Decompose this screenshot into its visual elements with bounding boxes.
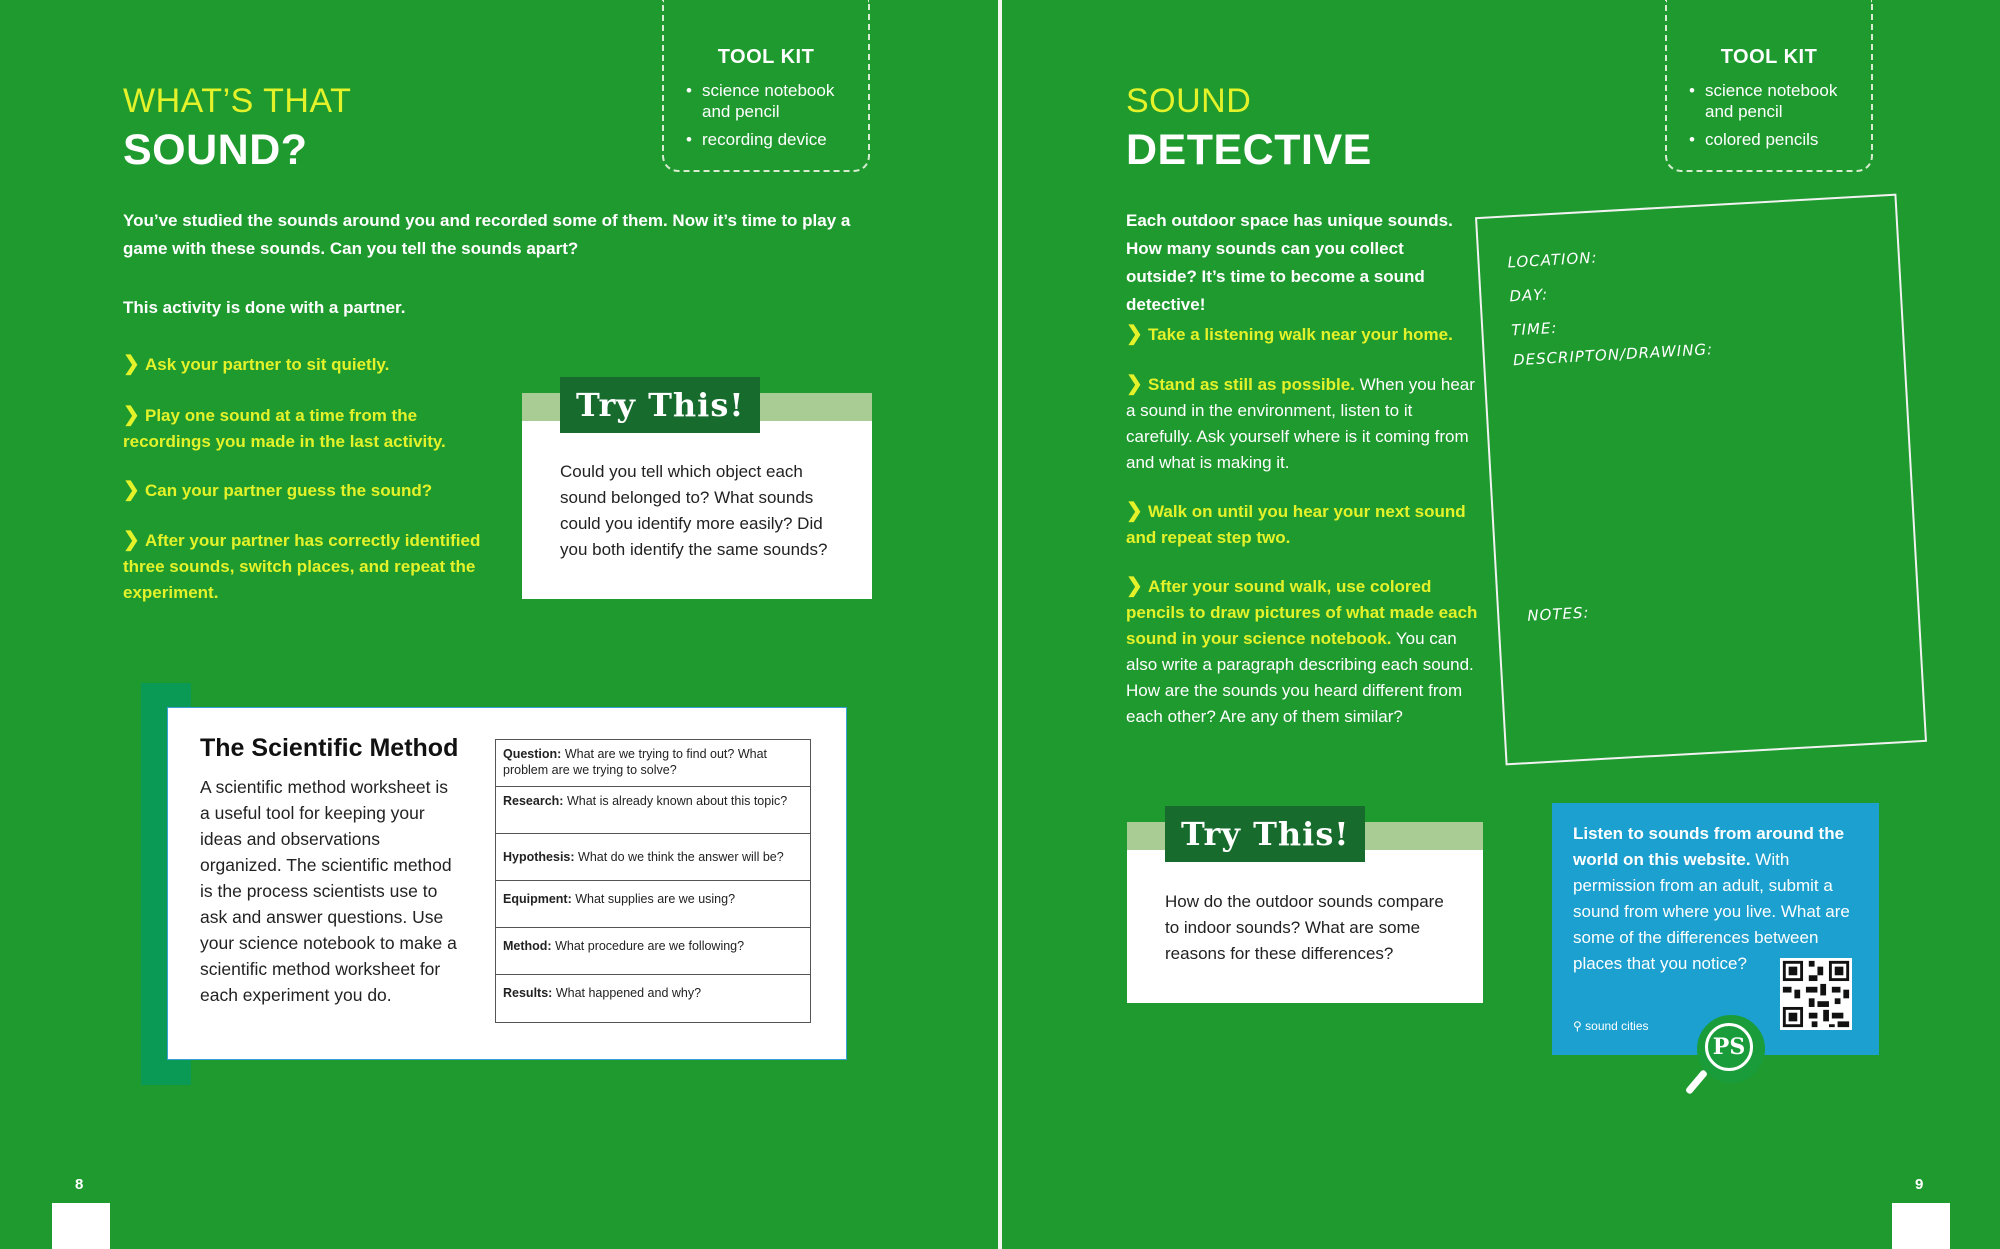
- chevron-right-icon: ❯: [123, 404, 140, 426]
- page-number-left: 8: [75, 1176, 84, 1193]
- worksheet-notes-label: NOTES:: [1526, 603, 1590, 625]
- left-step-1: ❯ Ask your partner to sit quietly.: [123, 353, 390, 375]
- right-toolkit: [1665, 0, 1873, 172]
- toolkit-title: TOOL KIT: [1720, 46, 1818, 68]
- sound-worksheet: [1475, 194, 1927, 766]
- ps-badge-icon: PS: [1697, 1015, 1765, 1083]
- chevron-right-icon: ❯: [123, 479, 140, 501]
- toolkit-item: • science notebook and pencil: [1689, 80, 1855, 122]
- chevron-right-icon: ❯: [123, 529, 140, 551]
- ps-text: Listen to sounds from around the world on this website. With permission from an adult, submit a sound from where you live. What are some of the differences between places that you notice?: [1573, 824, 1850, 973]
- left-step-2: ❯ Play one sound at a time from the recordings you made in the last activity.: [123, 404, 446, 451]
- worksheet-location-label: LOCATION:: [1507, 248, 1598, 272]
- right-step-1: ❯ Take a listening walk near your home.: [1126, 323, 1453, 345]
- toolkit-item: • recording device: [686, 129, 852, 150]
- left-intro: You’ve studied the sounds around you and recorded some of them. Now it’s time to play a game with these sounds. Can you tell the sounds apart?: [123, 211, 851, 258]
- scientific-method-card: [167, 707, 847, 1060]
- try-this-text: How do the outdoor sounds compare to indoor sounds? What are some reasons for these differences?: [1165, 892, 1444, 963]
- chevron-right-icon: ❯: [1126, 500, 1143, 522]
- table-row: Results: What happened and why?: [503, 986, 702, 1000]
- left-toolkit: [662, 0, 870, 172]
- right-try-this-box: [1127, 815, 1483, 1003]
- right-title-big: DETECTIVE: [1126, 126, 1372, 174]
- page-tab-right: [1892, 1203, 1950, 1249]
- worksheet-description-label: DESCRIPTON/DRAWING:: [1512, 340, 1714, 370]
- worksheet-time-label: TIME:: [1510, 318, 1558, 340]
- search-icon: ⚲: [1573, 1019, 1582, 1033]
- left-title-small: WHAT’S THAT: [123, 82, 352, 120]
- right-step-2: ❯ Stand as still as possible. When you hear a sound in the environment, listen to it carefully. Ask yourself where is it coming from and what is making it.: [1126, 373, 1475, 472]
- qr-code-icon[interactable]: [1780, 958, 1852, 1030]
- chevron-right-icon: ❯: [1126, 373, 1143, 395]
- try-this-label: Try This!: [560, 377, 760, 433]
- scientific-method-body: A scientific method worksheet is a useful tool for keeping your ideas and observations organized. The scientific method is the process scientists use to ask and answer questions. Use your science notebook to make a scientific method worksheet for each experiment you do.: [200, 777, 457, 1005]
- toolkit-item: • science notebook and pencil: [686, 80, 852, 122]
- left-step-4: ❯ After your partner has correctly identified three sounds, switch places, and repeat the experiment.: [123, 529, 481, 602]
- partner-note: This activity is done with a partner.: [123, 298, 406, 317]
- toolkit-title: TOOL KIT: [717, 46, 815, 68]
- table-row: Hypothesis: What do we think the answer will be?: [496, 834, 810, 881]
- chevron-right-icon: ❯: [123, 353, 140, 375]
- try-this-label: Try This!: [1165, 806, 1365, 862]
- left-title-big: SOUND?: [123, 126, 308, 174]
- table-row: Method: What procedure are we following?: [496, 928, 810, 975]
- worksheet-day-label: DAY:: [1508, 285, 1549, 306]
- ps-search-term[interactable]: ⚲ sound cities: [1573, 1019, 1649, 1033]
- try-this-text: Could you tell which object each sound belonged to? What sounds could you identify more easily? Did you both identify the same sounds?: [560, 462, 828, 559]
- scientific-method-table: [495, 739, 811, 1023]
- ps-website-box: [1552, 803, 1879, 1055]
- table-row: Research: What is already known about this topic?: [496, 787, 810, 834]
- right-intro: Each outdoor space has unique sounds. How many sounds can you collect outside? It’s time to become a sound detective!: [1126, 211, 1453, 314]
- chevron-right-icon: ❯: [1126, 323, 1143, 345]
- left-try-this-box: [522, 386, 872, 599]
- right-step-4: ❯ After your sound walk, use colored pencils to draw pictures of what made each sound in your science notebook. You can also write a paragraph describing each sound. How are the sounds you heard different from each other? Are any of them similar?: [1126, 575, 1478, 726]
- page-number-right: 9: [1915, 1176, 1924, 1193]
- table-row: Question: What are we trying to find out? What problem are we trying to solve?: [496, 740, 810, 787]
- scientific-method-title: The Scientific Method: [200, 734, 459, 762]
- left-page: [0, 0, 998, 1249]
- left-step-3: ❯ Can your partner guess the sound?: [123, 479, 433, 501]
- right-step-3: ❯ Walk on until you hear your next sound and repeat step two.: [1126, 500, 1466, 547]
- toolkit-item: • colored pencils: [1689, 129, 1855, 150]
- chevron-right-icon: ❯: [1126, 575, 1143, 597]
- right-title-small: SOUND: [1126, 82, 1252, 120]
- page-tab-left: [52, 1203, 110, 1249]
- table-row: Equipment: What supplies are we using?: [496, 881, 810, 928]
